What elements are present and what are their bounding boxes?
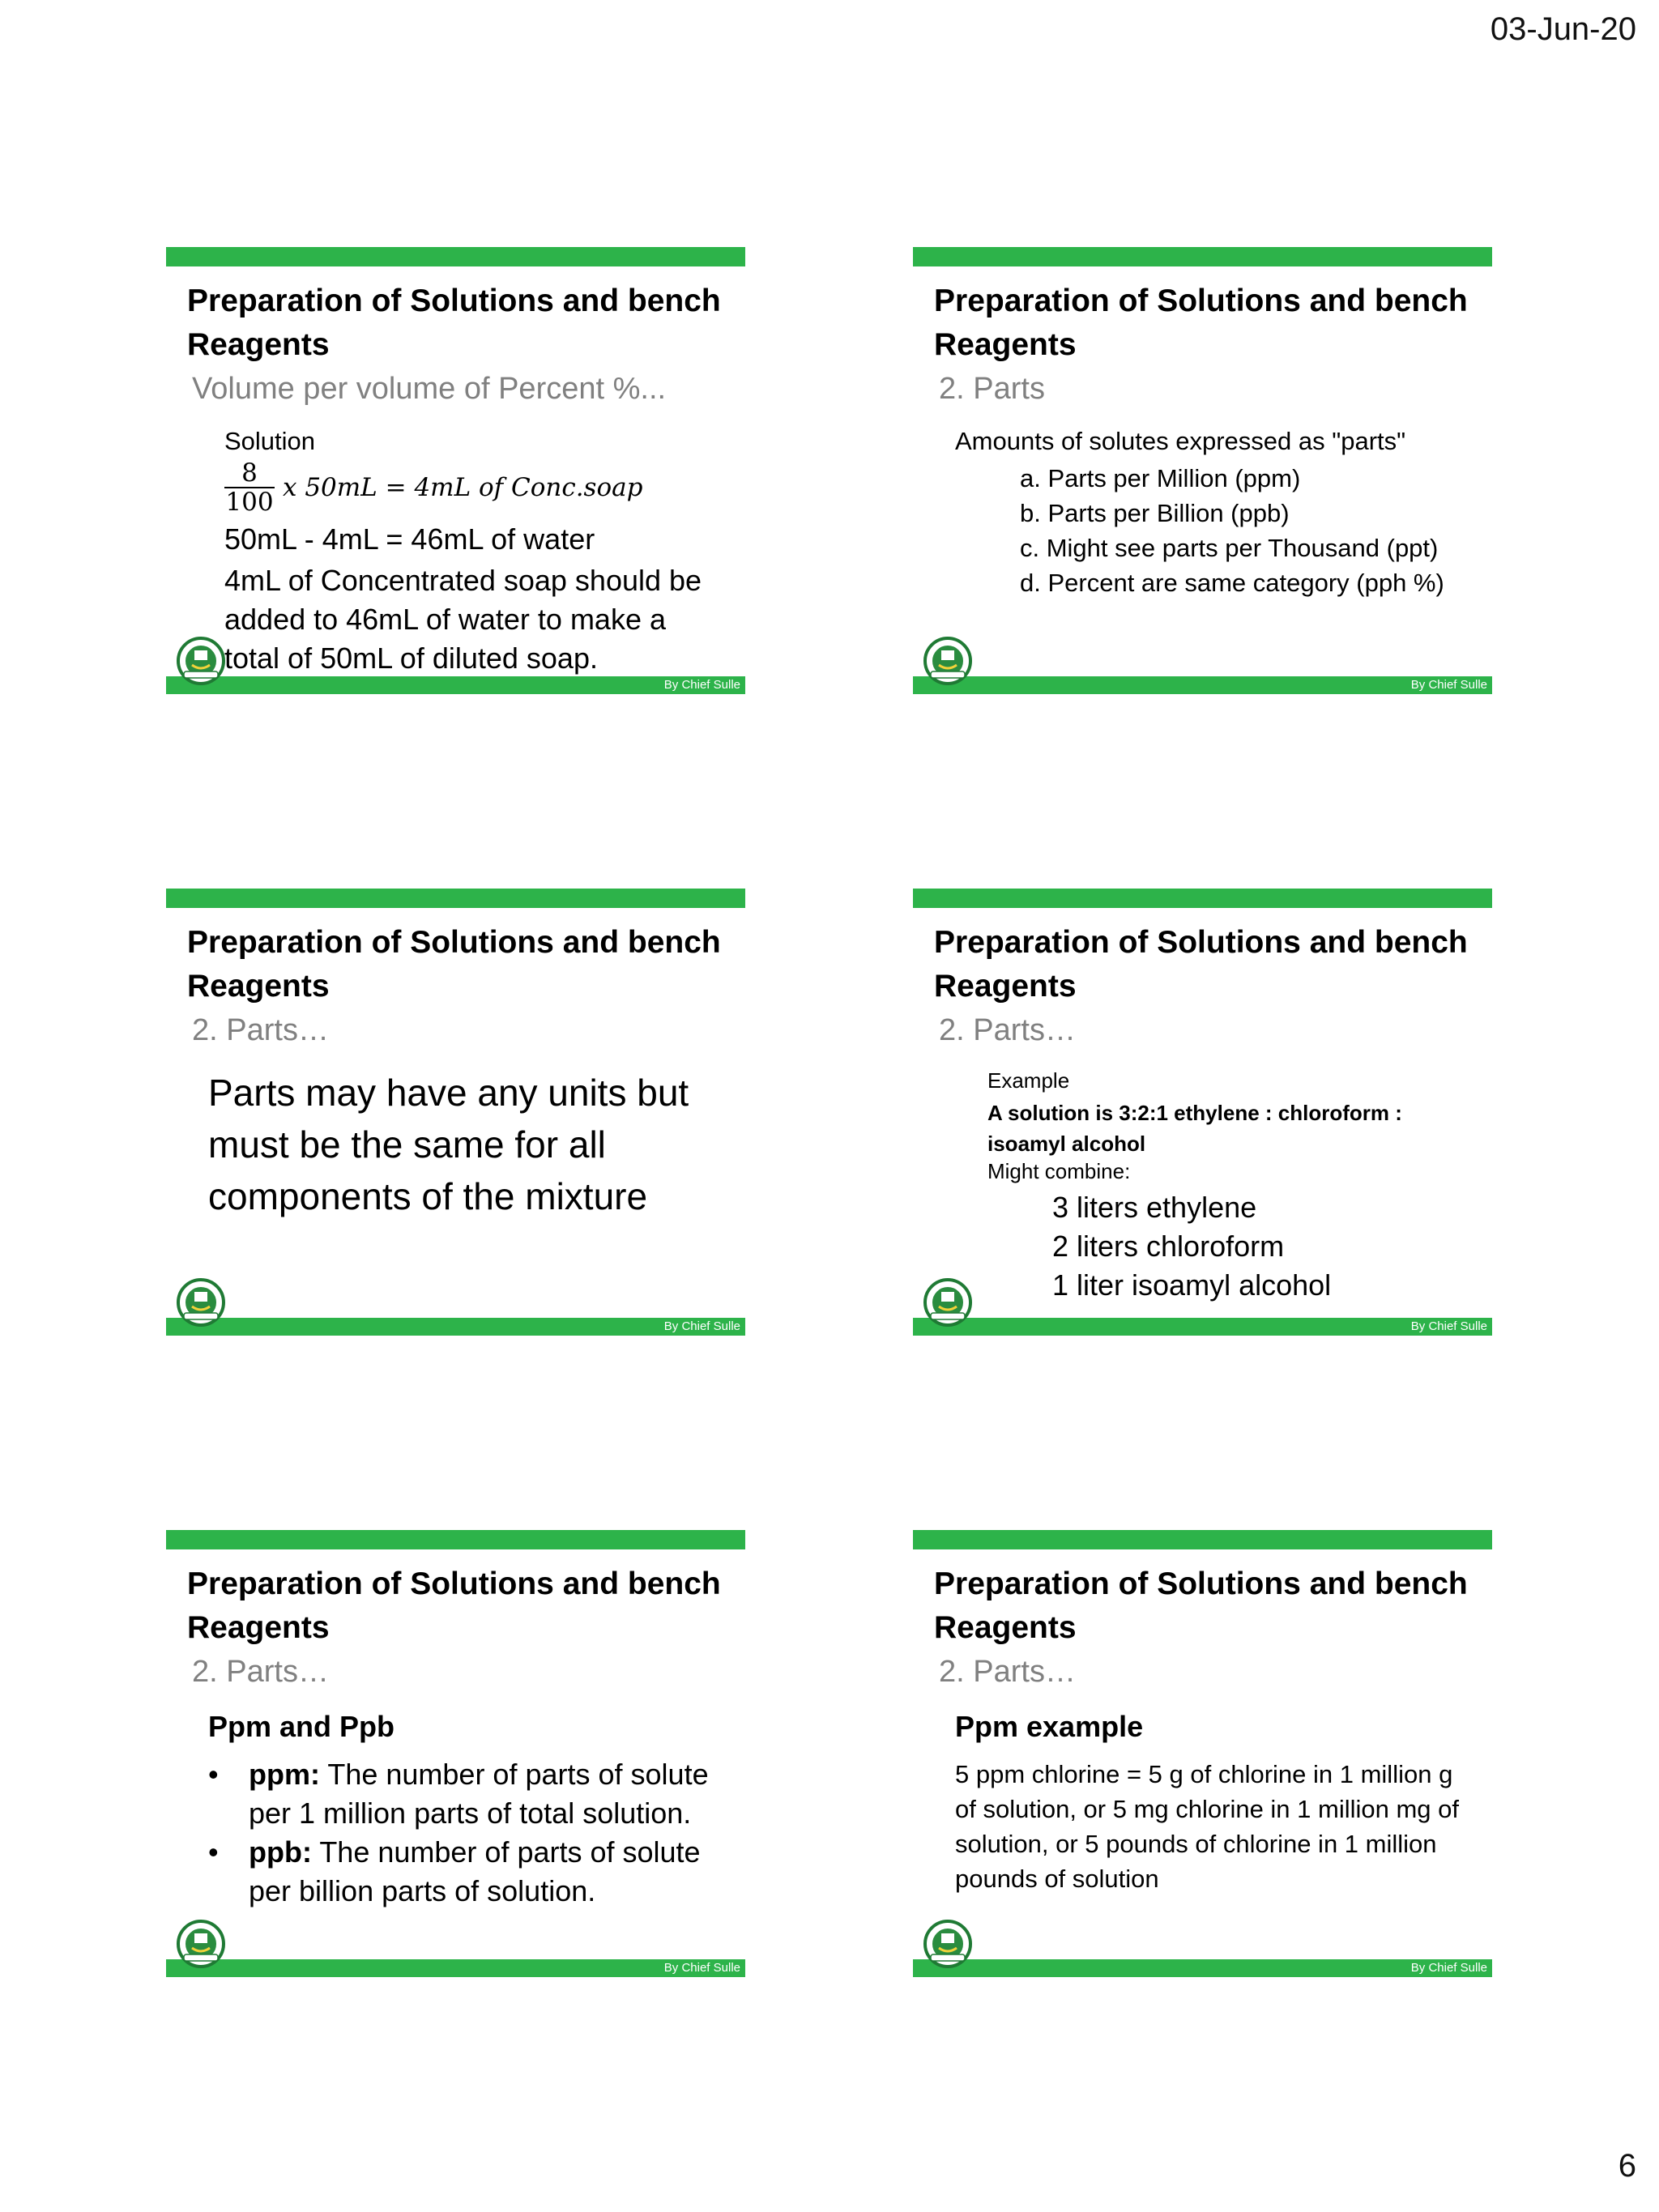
parts-list (1020, 461, 1444, 600)
slide-3[interactable] (166, 889, 745, 1334)
slide-title: Preparation of Solutions and bench Reagents (934, 1566, 1468, 1645)
slide-footer-credit: By Chief Sulle (1410, 1319, 1487, 1333)
slide-title: Preparation of Solutions and bench Reagents (934, 283, 1468, 362)
term: ppm: (249, 1758, 320, 1791)
slide-bottom-bar (166, 676, 745, 694)
slide-top-bar (913, 1530, 1492, 1549)
page-date: 03-Jun-20 (1490, 11, 1636, 47)
slide-6[interactable] (913, 1530, 1492, 1975)
school-crest-logo-icon (176, 1277, 226, 1328)
bullet-icon: • (208, 1758, 219, 1791)
slide-top-bar (913, 889, 1492, 908)
components-list (1052, 1188, 1331, 1305)
slide-title: Preparation of Solutions and bench Reagents (934, 925, 1468, 1004)
slide-title: Preparation of Solutions and bench Reagents (187, 1566, 721, 1645)
ratio-statement: A solution is 3:2:1 ethylene : chloroform : isoamyl alcohol (987, 1101, 1402, 1156)
school-crest-logo-icon (176, 636, 226, 686)
list-item: b. Parts per Billion (ppb) (1020, 499, 1290, 527)
section-heading: Ppm and Ppb (208, 1710, 395, 1743)
ppm-example-text: 5 ppm chlorine = 5 g of chlorine in 1 million g of solution, or 5 mg chlorine in 1 million mg of solution, or 5 pounds of chlorine in 1 million pounds of solution (955, 1760, 1460, 1893)
slide-subtitle: 2. Parts… (192, 1013, 329, 1047)
formula-expression: x 50mL = 4mL of Conc.soap (283, 473, 643, 502)
slide-footer-credit: By Chief Sulle (663, 1319, 740, 1333)
list-item (208, 1833, 727, 1911)
definition: The number of parts of solute per billion parts of solution. (249, 1835, 701, 1907)
slide-footer-credit: By Chief Sulle (1410, 678, 1487, 692)
parts-units-text: Parts may have any units but must be the same for all components of the mixture (208, 1072, 689, 1217)
list-item: 2 liters chloroform (1052, 1230, 1285, 1263)
slide-subtitle: 2. Parts… (939, 1655, 1076, 1689)
slide-2[interactable] (913, 247, 1492, 693)
definition: The number of parts of solute per 1 million parts of total solution. (249, 1758, 709, 1830)
fraction-numerator: 8 (224, 459, 275, 488)
calculation-line: 50mL - 4mL = 46mL of water (224, 522, 595, 556)
slide-bottom-bar (166, 1318, 745, 1336)
fraction (224, 459, 275, 516)
slide-top-bar (166, 247, 745, 266)
slide-subtitle: Volume per volume of Percent %... (192, 372, 667, 406)
slide-footer-credit: By Chief Sulle (663, 678, 740, 692)
school-crest-logo-icon (176, 1919, 226, 1969)
slide-subtitle: 2. Parts… (192, 1655, 329, 1689)
explanation-paragraph: 4mL of Concentrated soap should be added to 46mL of water to make a total of 50mL of diluted soap. (224, 564, 702, 675)
slide-title: Preparation of Solutions and bench Reagents (187, 283, 721, 362)
school-crest-logo-icon (923, 1277, 973, 1328)
list-item: a. Parts per Million (ppm) (1020, 464, 1301, 492)
slide-top-bar (913, 247, 1492, 266)
list-item: 3 liters ethylene (1052, 1191, 1257, 1224)
slide-4[interactable] (913, 889, 1492, 1334)
slide-title: Preparation of Solutions and bench Reagents (187, 925, 721, 1004)
definitions-list (208, 1755, 727, 1911)
school-crest-logo-icon (923, 636, 973, 686)
school-crest-logo-icon (923, 1919, 973, 1969)
slide-footer-credit: By Chief Sulle (663, 1961, 740, 1975)
bullet-icon: • (208, 1835, 219, 1869)
page-number: 6 (1618, 2148, 1636, 2184)
might-combine-label: Might combine: (987, 1159, 1131, 1183)
term: ppb: (249, 1835, 312, 1869)
list-item: d. Percent are same category (pph %) (1020, 569, 1444, 597)
slide-bottom-bar (913, 1959, 1492, 1977)
slide-1[interactable] (166, 247, 745, 693)
example-label: Example (987, 1068, 1070, 1093)
fraction-denominator: 100 (225, 488, 274, 517)
slide-subtitle: 2. Parts… (939, 1013, 1076, 1047)
slide-bottom-bar (913, 1318, 1492, 1336)
slide-subtitle: 2. Parts (939, 372, 1045, 406)
slide-footer-credit: By Chief Sulle (1410, 1961, 1487, 1975)
slide-top-bar (166, 889, 745, 908)
slide-bottom-bar (913, 676, 1492, 694)
slide-top-bar (166, 1530, 745, 1549)
list-item (208, 1755, 727, 1833)
parts-intro: Amounts of solutes expressed as "parts" (955, 427, 1406, 455)
slide-5[interactable] (166, 1530, 745, 1975)
list-item: 1 liter isoamyl alcohol (1052, 1268, 1332, 1302)
slide-bottom-bar (166, 1959, 745, 1977)
list-item: c. Might see parts per Thousand (ppt) (1020, 534, 1439, 562)
solution-label: Solution (224, 427, 316, 455)
section-heading: Ppm example (955, 1710, 1144, 1743)
